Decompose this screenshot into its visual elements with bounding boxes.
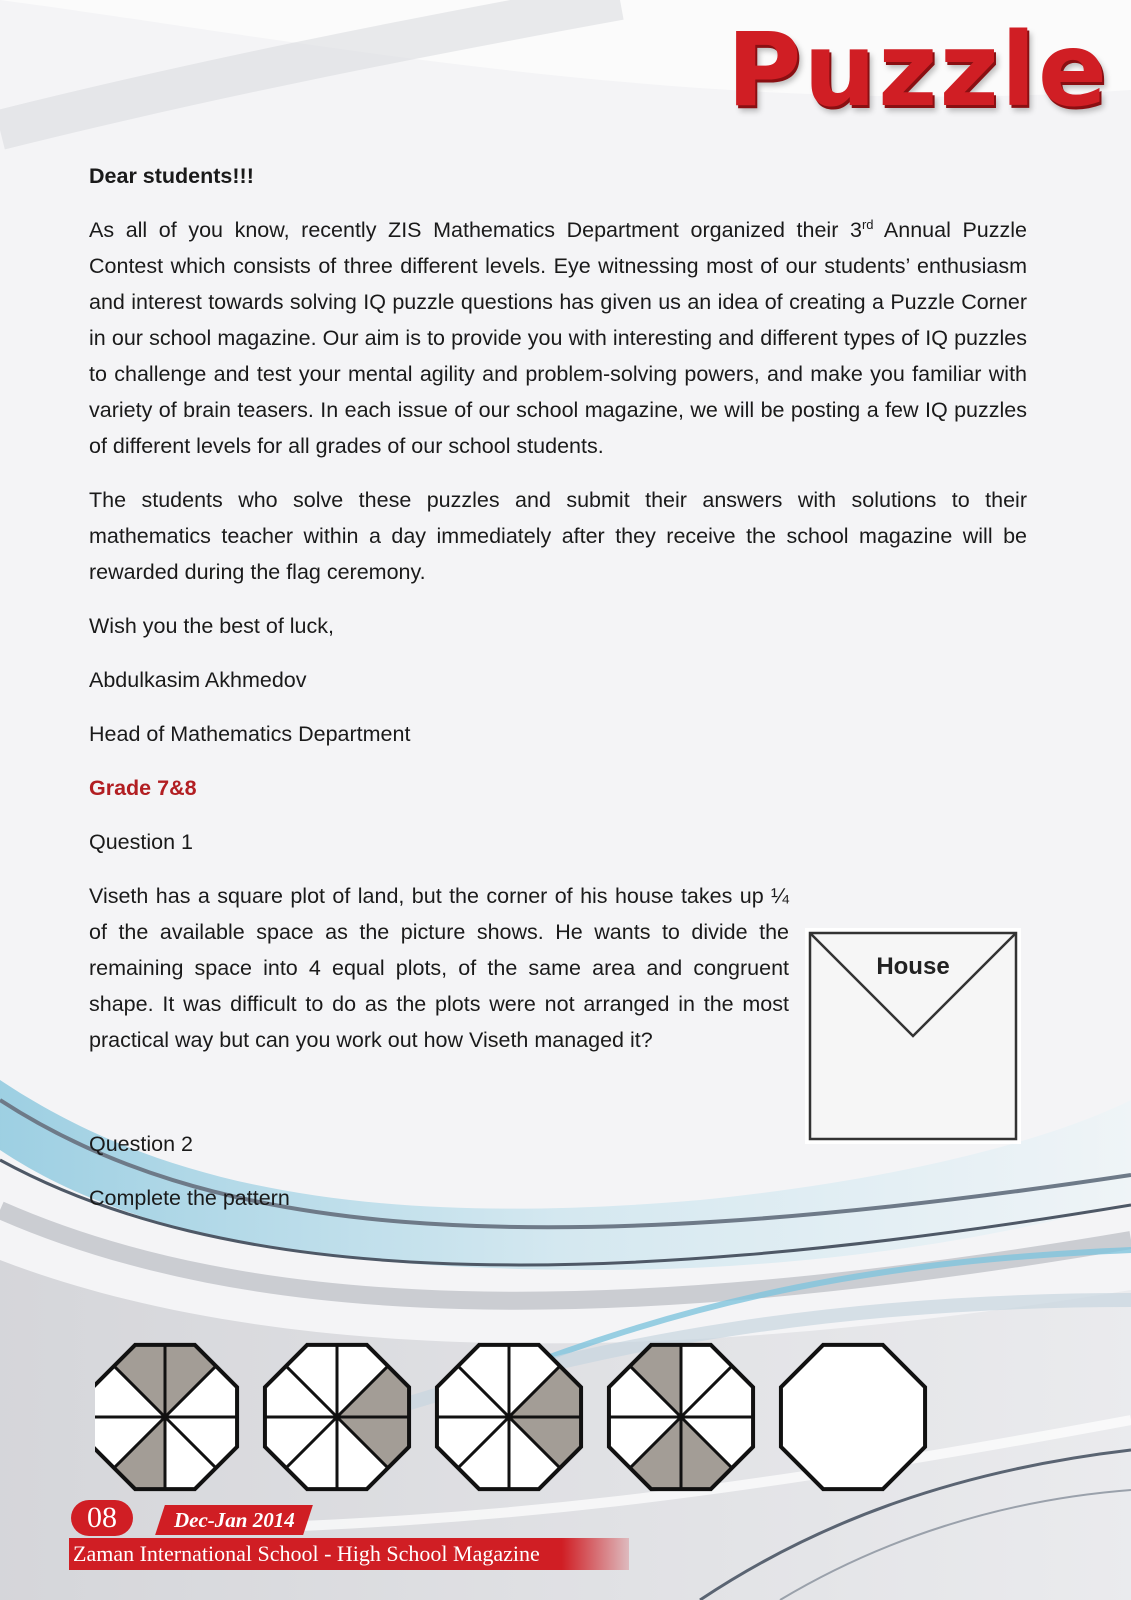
- intro-text-b: Annual Puzzle Contest which consists of three different levels. Eye witnessing most of our students’ enthusiasm and interest towards solving IQ puzzle questions has given us an idea of creating a Puzzle Corner in our school magazine. Our aim is to provide you with interesting and different types of IQ puzzles to challenge and test your mental agility and problem-solving powers, and make you familiar with variety of brain teasers. In each issue of our school magazine, we will be posting a few IQ puzzles of different levels for all grades of our school students.: [89, 218, 1027, 458]
- pattern-octagon-1: [95, 1345, 237, 1489]
- reward-paragraph: The students who solve these puzzles and submit their answers with solutions to their mathematics teacher within a day immediately after they receive the school magazine will be rewarded during the flag ceremony.: [89, 488, 1027, 584]
- question2-title: Question 2: [89, 1132, 193, 1156]
- house-plot-figure: [805, 928, 1021, 1144]
- question1-title: Question 1: [89, 830, 193, 854]
- greeting: Dear students!!!: [89, 164, 254, 188]
- question2-text: Complete the pattern: [89, 1186, 290, 1210]
- pattern-octagon-5: [781, 1345, 925, 1489]
- pattern-octagon-2: [265, 1345, 409, 1489]
- pattern-octagon-3: [437, 1345, 581, 1489]
- intro-text-a: As all of you know, recently ZIS Mathematics Department organized their 3: [89, 218, 862, 242]
- grade-heading: Grade 7&8: [89, 776, 197, 800]
- question1-text: Viseth has a square plot of land, but the corner of his house takes up ¼ of the available space as the picture shows. He wants to divide the remaining space into 4 equal plots, of the same area and congruent shape. It was difficult to do as the plots were not arranged in the most practical way but can you work out how Viseth managed it?: [89, 884, 789, 1052]
- page-number: 08: [71, 1500, 133, 1536]
- page-title: Puzzle: [726, 11, 1109, 130]
- author-position: Head of Mathematics Department: [89, 722, 411, 746]
- house-label: House: [876, 953, 950, 980]
- issue-date: [155, 1505, 313, 1535]
- issue-date-text: Dec-Jan 2014: [173, 1508, 295, 1532]
- pattern-octagon-4: [609, 1345, 753, 1489]
- author-name: Abdulkasim Akhmedov: [89, 668, 307, 692]
- closing-line: Wish you the best of luck,: [89, 614, 334, 638]
- school-banner: Zaman International School - High School Magazine: [69, 1538, 629, 1570]
- octagon-pattern: [95, 1332, 955, 1502]
- intro-paragraph: [89, 212, 1027, 464]
- ordinal-suffix: rd: [861, 216, 874, 232]
